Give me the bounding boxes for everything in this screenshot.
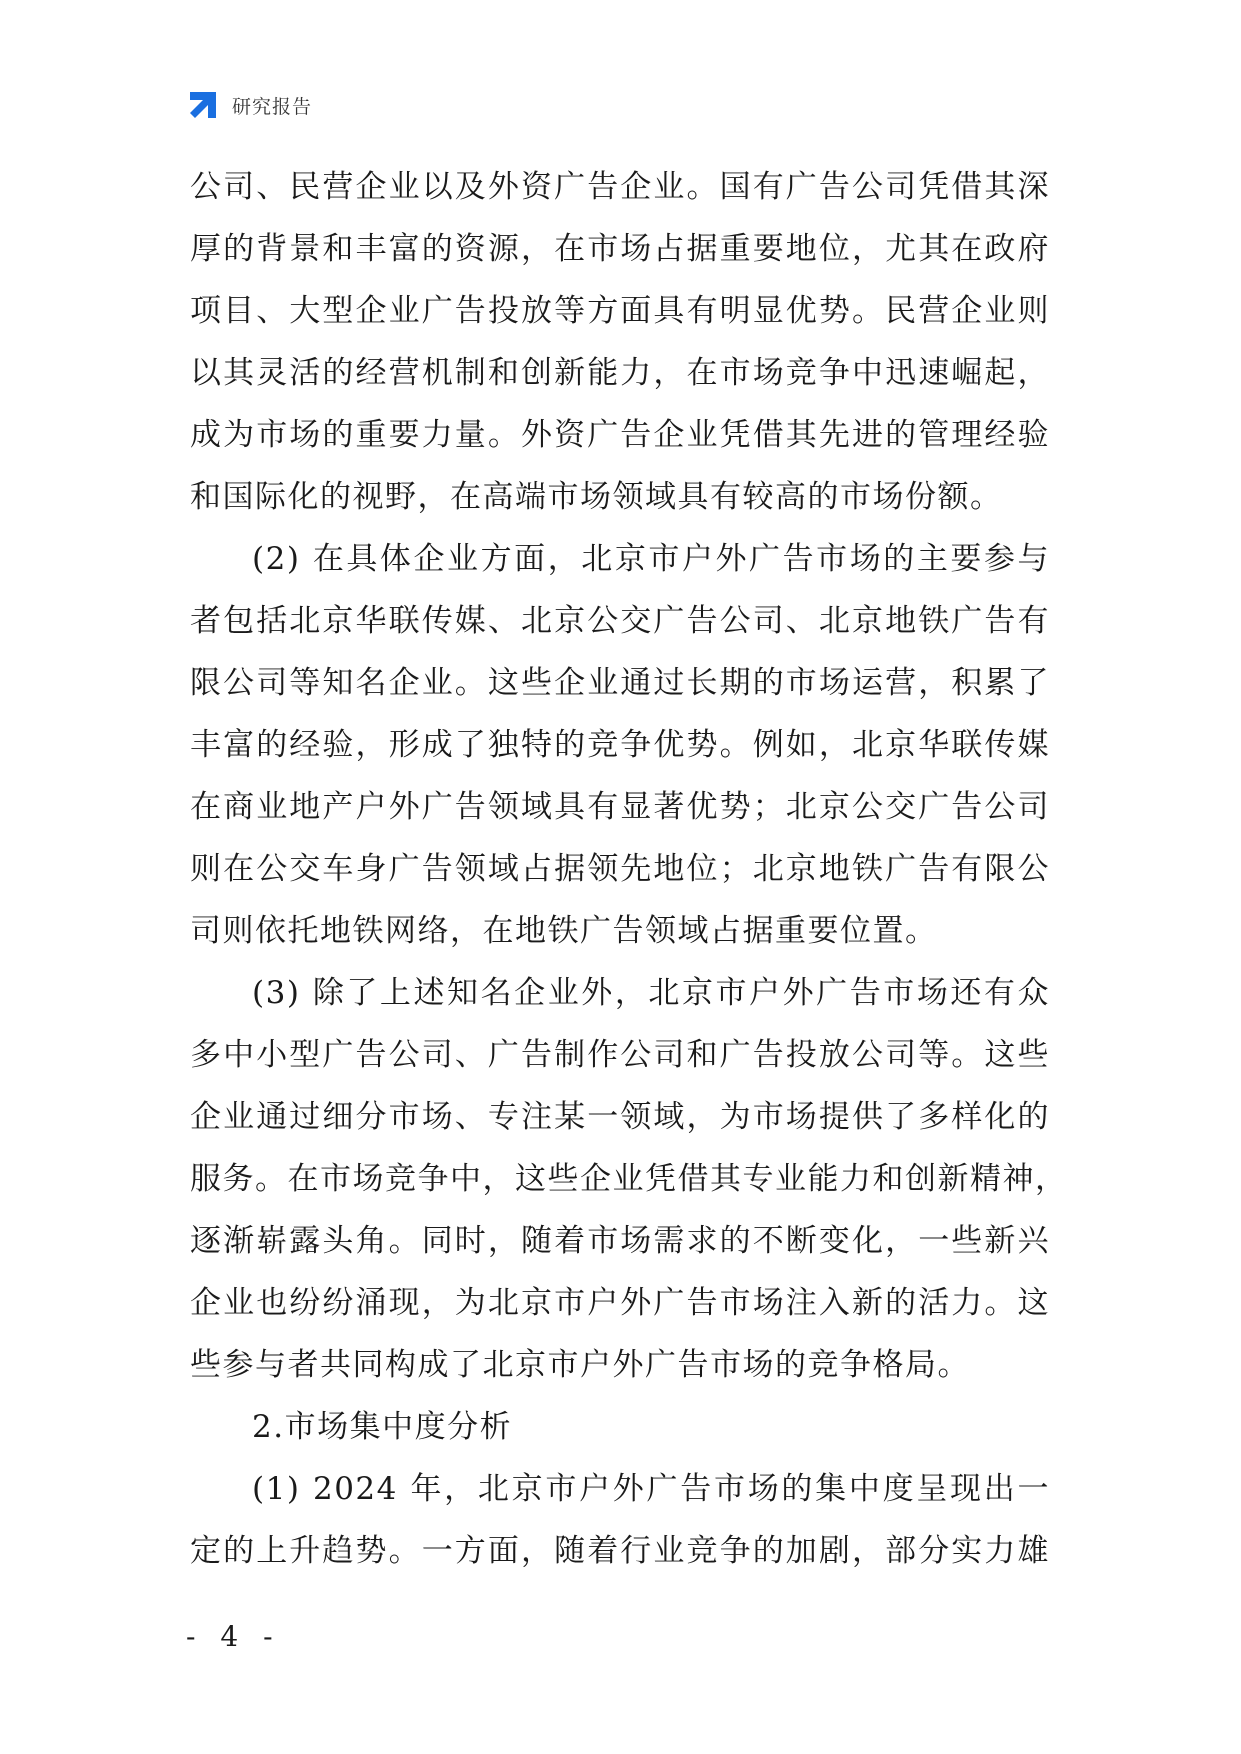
text-line: 企业也纷纷涌现，为北京市户外广告市场注入新的活力。这: [190, 1285, 1050, 1321]
section-heading: 2.市场集中度分析: [252, 1409, 513, 1445]
text-line: 些参与者共同构成了北京市户外广告市场的竞争格局。: [190, 1347, 970, 1383]
text-line: 限公司等知名企业。这些企业通过长期的市场运营，积累了: [190, 665, 1050, 701]
arrow-logo-icon: [186, 88, 220, 122]
header-title: 研究报告: [232, 95, 313, 118]
text-line: (2) 在具体企业方面，北京市户外广告市场的主要参与: [252, 541, 1050, 577]
page-header: [186, 86, 312, 124]
page-number: - 4 -: [186, 1620, 281, 1653]
text-line: 丰富的经验，形成了独特的竞争优势。例如，北京华联传媒: [190, 727, 1050, 763]
text-line: 定的上升趋势。一方面，随着行业竞争的加剧，部分实力雄: [190, 1533, 1050, 1569]
text-line: 服务。在市场竞争中，这些企业凭借其专业能力和创新精神，: [190, 1161, 1068, 1197]
text-line: 司则依托地铁网络，在地铁广告领域占据重要位置。: [190, 913, 938, 949]
text-line: 项目、大型企业广告投放等方面具有明显优势。民营企业则: [190, 293, 1050, 329]
text-line: 者包括北京华联传媒、北京公交广告公司、北京地铁广告有: [190, 603, 1050, 639]
text-line: 厚的背景和丰富的资源，在市场占据重要地位，尤其在政府: [190, 231, 1050, 267]
text-line: 企业通过细分市场、专注某一领域，为市场提供了多样化的: [190, 1099, 1050, 1135]
document-body: [190, 156, 1068, 1582]
text-line: 以其灵活的经营机制和创新能力，在市场竞争中迅速崛起，: [190, 355, 1050, 391]
text-line: 和国际化的视野，在高端市场领域具有较高的市场份额。: [190, 479, 1003, 515]
text-line: 公司、民营企业以及外资广告企业。国有广告公司凭借其深: [190, 169, 1050, 205]
text-line: 逐渐崭露头角。同时，随着市场需求的不断变化，一些新兴: [190, 1223, 1050, 1259]
text-line: (3) 除了上述知名企业外，北京市户外广告市场还有众: [252, 975, 1050, 1011]
text-line: 多中小型广告公司、广告制作公司和广告投放公司等。这些: [190, 1037, 1050, 1073]
text-line: (1) 2024 年，北京市户外广告市场的集中度呈现出一: [252, 1471, 1050, 1507]
text-line: 在商业地产户外广告领域具有显著优势；北京公交广告公司: [190, 789, 1050, 825]
text-line: 则在公交车身广告领域占据领先地位；北京地铁广告有限公: [190, 851, 1050, 887]
text-line: 成为市场的重要力量。外资广告企业凭借其先进的管理经验: [190, 417, 1050, 453]
